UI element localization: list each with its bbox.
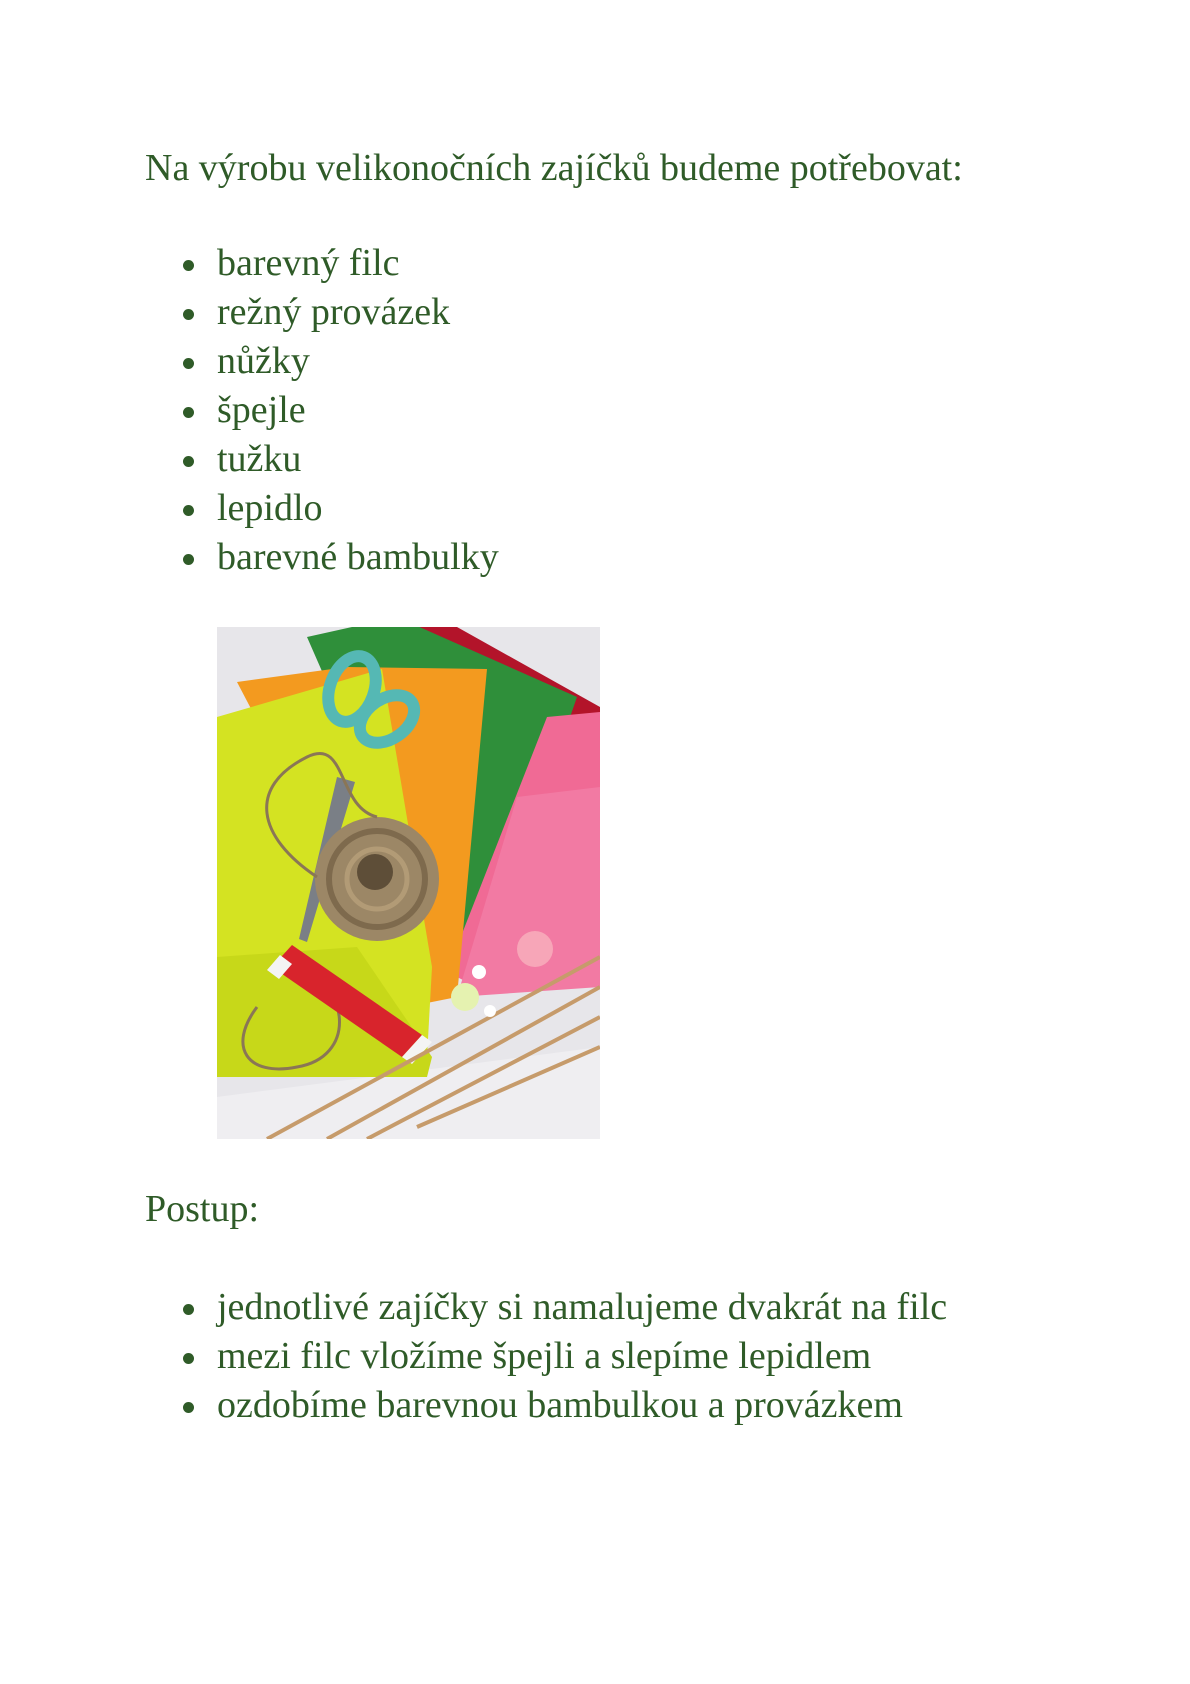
list-item: ozdobíme barevnou bambulkou a provázkem bbox=[145, 1381, 947, 1430]
list-item: mezi filc vložíme špejli a slepíme lepidlem bbox=[145, 1332, 947, 1381]
list-item: špejle bbox=[145, 386, 499, 435]
list-item: lepidlo bbox=[145, 484, 499, 533]
materials-list bbox=[145, 239, 499, 582]
steps-list bbox=[145, 1283, 947, 1430]
list-item: barevné bambulky bbox=[145, 533, 499, 582]
list-item: tužku bbox=[145, 435, 499, 484]
materials-photo bbox=[217, 627, 600, 1139]
intro-heading: Na výrobu velikonočních zajíčků budeme potřebovat: bbox=[145, 147, 963, 189]
list-item: jednotlivé zajíčky si namalujeme dvakrát na filc bbox=[145, 1283, 947, 1332]
procedure-heading: Postup: bbox=[145, 1188, 260, 1230]
list-item: režný provázek bbox=[145, 288, 499, 337]
list-item: barevný filc bbox=[145, 239, 499, 288]
list-item: nůžky bbox=[145, 337, 499, 386]
